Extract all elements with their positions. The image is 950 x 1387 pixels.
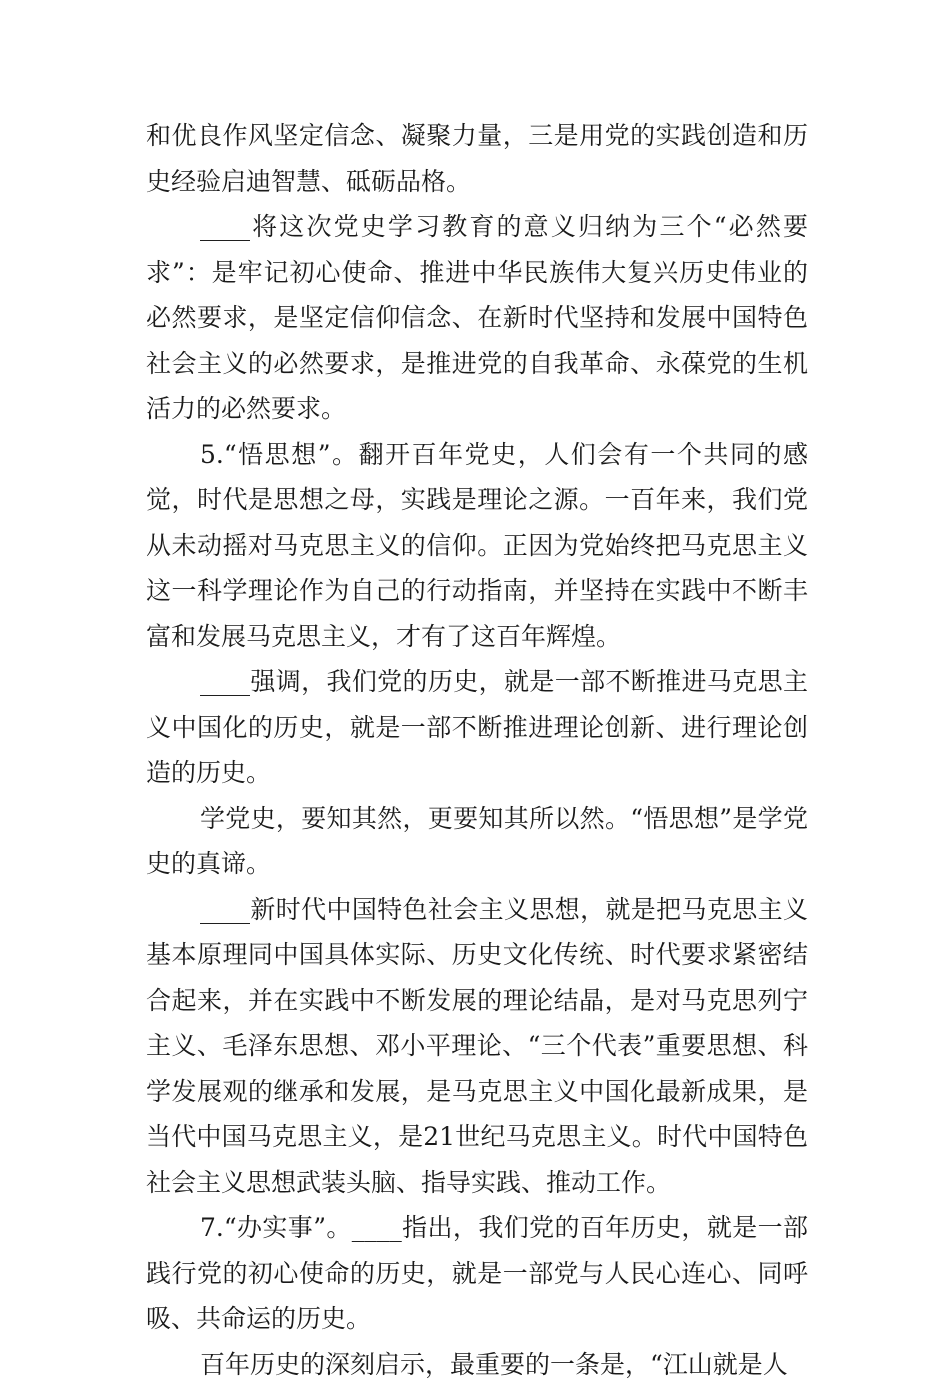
paragraph-5: 学党史，要知其然，更要知其所以然。“悟思想”是学党史的真谛。 <box>146 796 808 887</box>
paragraph-1: 和优良作风坚定信念、凝聚力量，三是用党的实践创造和历史经验启迪智慧、砥砺品格。 <box>146 113 808 204</box>
paragraph-7: 7.“办实事”。____指出，我们党的百年历史，就是一部践行党的初心使命的历史，就是一部党与人民心连心、同呼吸、共命运的历史。 <box>146 1205 808 1342</box>
paragraph-6: ____新时代中国特色社会主义思想，就是把马克思主义基本原理同中国具体实际、历史文化传统、时代要求紧密结合起来，并在实践中不断发展的理论结晶，是对马克思列宁主义、毛泽东思想、邓小平理论、“三个代表”重要思想、科学发展观的继承和发展，是马克思主义中国化最新成果，是当代中国马克思主义，是21世纪马克思主义。时代中国特色社会主义思想武装头脑、指导实践、推动工作。 <box>146 887 808 1206</box>
paragraph-3: 5.“悟思想”。翻开百年党史，人们会有一个共同的感觉，时代是思想之母，实践是理论之源。一百年来，我们党从未动摇对马克思主义的信仰。正因为党始终把马克思主义这一科学理论作为自己的行动指南，并坚持在实践中不断丰富和发展马克思主义，才有了这百年辉煌。 <box>146 432 808 660</box>
document-body <box>146 113 808 1387</box>
paragraph-2: ____将这次党史学习教育的意义归纳为三个“必然要求”：是牢记初心使命、推进中华民族伟大复兴历史伟业的必然要求，是坚定信仰信念、在新时代坚持和发展中国特色社会主义的必然要求，是推进党的自我革命、永葆党的生机活力的必然要求。 <box>146 204 808 432</box>
paragraph-8: 百年历史的深刻启示，最重要的一条是，“江山就是人 <box>146 1342 808 1387</box>
paragraph-4: ____强调，我们党的历史，就是一部不断推进马克思主义中国化的历史，就是一部不断推进理论创新、进行理论创造的历史。 <box>146 659 808 796</box>
